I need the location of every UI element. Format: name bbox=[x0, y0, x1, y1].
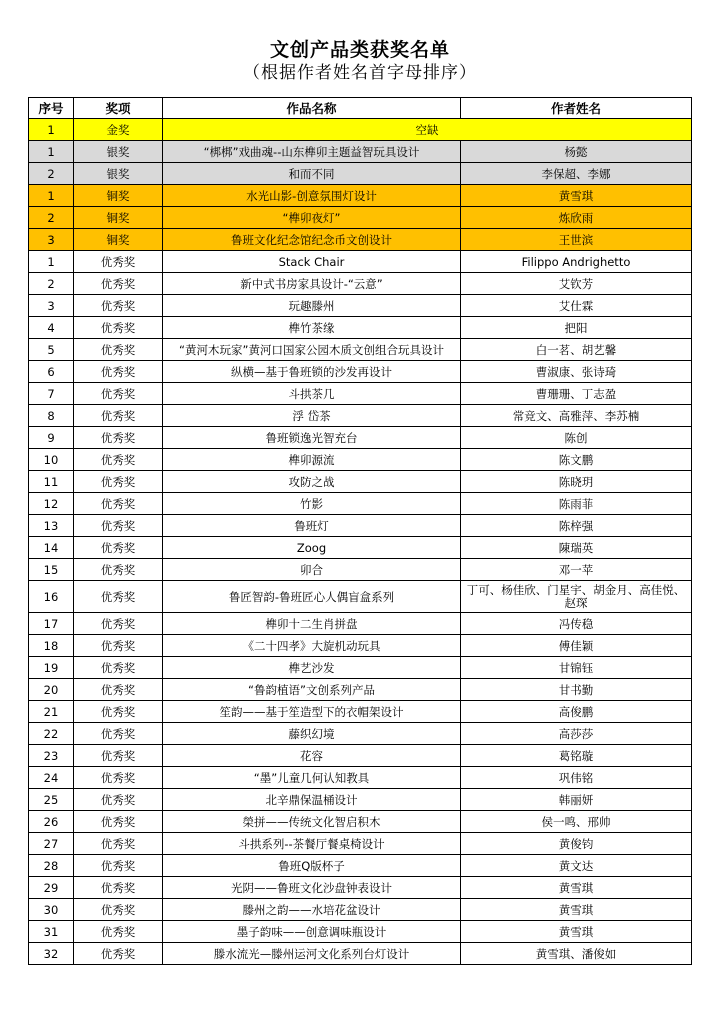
table-row bbox=[29, 339, 692, 361]
table-row bbox=[29, 449, 692, 471]
cell-author: 王世滨 bbox=[461, 229, 692, 251]
table-header-row bbox=[29, 98, 692, 119]
cell-no: 30 bbox=[29, 899, 74, 921]
cell-work: 鲁班Q版杯子 bbox=[163, 855, 461, 877]
cell-work: 卯合 bbox=[163, 559, 461, 581]
cell-no: 25 bbox=[29, 789, 74, 811]
table-row bbox=[29, 943, 692, 965]
cell-award: 优秀奖 bbox=[74, 877, 163, 899]
cell-no: 20 bbox=[29, 679, 74, 701]
cell-work: 纵横—基于鲁班锁的沙发再设计 bbox=[163, 361, 461, 383]
cell-author: 葛铭璇 bbox=[461, 745, 692, 767]
cell-award: 优秀奖 bbox=[74, 899, 163, 921]
cell-work: 光阴——鲁班文化沙盘钟表设计 bbox=[163, 877, 461, 899]
cell-author: 陈梓强 bbox=[461, 515, 692, 537]
cell-award: 优秀奖 bbox=[74, 943, 163, 965]
table-row bbox=[29, 471, 692, 493]
cell-award: 铜奖 bbox=[74, 207, 163, 229]
cell-award: 优秀奖 bbox=[74, 811, 163, 833]
table-row bbox=[29, 701, 692, 723]
table-row bbox=[29, 921, 692, 943]
cell-author: 陈晓玥 bbox=[461, 471, 692, 493]
cell-award: 优秀奖 bbox=[74, 273, 163, 295]
cell-no: 29 bbox=[29, 877, 74, 899]
cell-work: 榫卯源流 bbox=[163, 449, 461, 471]
cell-no: 1 bbox=[29, 185, 74, 207]
cell-work: 水光山影-创意氛围灯设计 bbox=[163, 185, 461, 207]
cell-no: 21 bbox=[29, 701, 74, 723]
table-row bbox=[29, 723, 692, 745]
cell-award: 优秀奖 bbox=[74, 449, 163, 471]
cell-award: 优秀奖 bbox=[74, 679, 163, 701]
cell-award: 优秀奖 bbox=[74, 559, 163, 581]
cell-work: 笙韵——基于笙造型下的衣帽架设计 bbox=[163, 701, 461, 723]
gold-award-row bbox=[29, 119, 692, 141]
cell-author: 黄文达 bbox=[461, 855, 692, 877]
cell-award: 银奖 bbox=[74, 141, 163, 163]
cell-award: 优秀奖 bbox=[74, 833, 163, 855]
cell-no: 2 bbox=[29, 207, 74, 229]
table-row bbox=[29, 427, 692, 449]
cell-no: 1 bbox=[29, 251, 74, 273]
cell-author: 曹淑康、张诗琦 bbox=[461, 361, 692, 383]
header-work: 作品名称 bbox=[163, 98, 461, 119]
cell-work: Zoog bbox=[163, 537, 461, 559]
cell-author: 杨懿 bbox=[461, 141, 692, 163]
cell-author: 黄雪琪 bbox=[461, 877, 692, 899]
cell-author: 冯传稳 bbox=[461, 613, 692, 635]
table-row bbox=[29, 613, 692, 635]
table-row bbox=[29, 141, 692, 163]
cell-work: “墨”儿童几何认知教具 bbox=[163, 767, 461, 789]
page-title: 文创产品类获奖名单 bbox=[269, 39, 450, 61]
cell-award: 优秀奖 bbox=[74, 405, 163, 427]
cell-author: 甘书勤 bbox=[461, 679, 692, 701]
cell-award: 优秀奖 bbox=[74, 383, 163, 405]
cell-author: 丁可、杨佳欣、门星宇、胡金月、高佳悦、赵琛 bbox=[461, 581, 692, 613]
cell-no: 17 bbox=[29, 613, 74, 635]
table-row bbox=[29, 581, 692, 613]
cell-author: 黄雪琪、潘俊如 bbox=[461, 943, 692, 965]
cell-no: 3 bbox=[29, 229, 74, 251]
cell-no: 24 bbox=[29, 767, 74, 789]
cell-work: 榮拼——传统文化智启积木 bbox=[163, 811, 461, 833]
cell-work: 鲁班灯 bbox=[163, 515, 461, 537]
cell-award: 优秀奖 bbox=[74, 635, 163, 657]
cell-no: 1 bbox=[29, 119, 74, 141]
table-row bbox=[29, 833, 692, 855]
cell-no: 32 bbox=[29, 943, 74, 965]
table-row bbox=[29, 273, 692, 295]
cell-award: 优秀奖 bbox=[74, 855, 163, 877]
cell-award: 优秀奖 bbox=[74, 657, 163, 679]
table-row bbox=[29, 493, 692, 515]
header-no: 序号 bbox=[29, 98, 74, 119]
cell-author: 高俊鹏 bbox=[461, 701, 692, 723]
cell-work: 滕水流光—滕州运河文化系列台灯设计 bbox=[163, 943, 461, 965]
table-row bbox=[29, 657, 692, 679]
cell-author: 常竞文、高雅萍、李苏楠 bbox=[461, 405, 692, 427]
table-row bbox=[29, 515, 692, 537]
cell-work: 斗拱茶几 bbox=[163, 383, 461, 405]
cell-work: 《二十四孝》大旋机动玩具 bbox=[163, 635, 461, 657]
cell-award: 铜奖 bbox=[74, 229, 163, 251]
cell-award: 优秀奖 bbox=[74, 723, 163, 745]
cell-award: 优秀奖 bbox=[74, 317, 163, 339]
cell-no: 5 bbox=[29, 339, 74, 361]
cell-work: 榫卯十二生肖拼盘 bbox=[163, 613, 461, 635]
cell-award: 优秀奖 bbox=[74, 537, 163, 559]
cell-work: “梆梆”戏曲魂--山东榫卯主题益智玩具设计 bbox=[163, 141, 461, 163]
cell-work: “黄河木玩家”黄河口国家公园木质文创组合玩具设计 bbox=[163, 339, 461, 361]
cell-no: 4 bbox=[29, 317, 74, 339]
cell-work: 鲁班文化纪念馆纪念币文创设计 bbox=[163, 229, 461, 251]
cell-author: 傅佳颖 bbox=[461, 635, 692, 657]
table-row bbox=[29, 405, 692, 427]
cell-author: 黄雪琪 bbox=[461, 921, 692, 943]
cell-author: Filippo Andrighetto bbox=[461, 251, 692, 273]
cell-award: 优秀奖 bbox=[74, 361, 163, 383]
cell-no: 2 bbox=[29, 273, 74, 295]
table-row bbox=[29, 635, 692, 657]
cell-no: 18 bbox=[29, 635, 74, 657]
cell-award: 优秀奖 bbox=[74, 789, 163, 811]
cell-work: 新中式书房家具设计-“云意” bbox=[163, 273, 461, 295]
cell-award: 优秀奖 bbox=[74, 921, 163, 943]
cell-no: 23 bbox=[29, 745, 74, 767]
cell-author: 甘锦钰 bbox=[461, 657, 692, 679]
cell-no: 10 bbox=[29, 449, 74, 471]
table-row bbox=[29, 383, 692, 405]
cell-work: 玩趣滕州 bbox=[163, 295, 461, 317]
cell-author: 艾仕霖 bbox=[461, 295, 692, 317]
cell-author: 陈雨菲 bbox=[461, 493, 692, 515]
table-row bbox=[29, 877, 692, 899]
cell-no: 6 bbox=[29, 361, 74, 383]
table-row bbox=[29, 185, 692, 207]
cell-no: 2 bbox=[29, 163, 74, 185]
cell-award: 优秀奖 bbox=[74, 471, 163, 493]
cell-no: 11 bbox=[29, 471, 74, 493]
cell-author: 把阳 bbox=[461, 317, 692, 339]
cell-award: 优秀奖 bbox=[74, 295, 163, 317]
table-row bbox=[29, 679, 692, 701]
table-row bbox=[29, 745, 692, 767]
header-award: 奖项 bbox=[74, 98, 163, 119]
cell-author: 黄雪琪 bbox=[461, 899, 692, 921]
cell-award: 优秀奖 bbox=[74, 613, 163, 635]
table-row bbox=[29, 361, 692, 383]
table-row bbox=[29, 317, 692, 339]
cell-author: 黄俊钧 bbox=[461, 833, 692, 855]
cell-author: 邓一苹 bbox=[461, 559, 692, 581]
cell-no: 28 bbox=[29, 855, 74, 877]
cell-work: 墨子韵味——创意调味瓶设计 bbox=[163, 921, 461, 943]
cell-award: 金奖 bbox=[74, 119, 163, 141]
cell-author: 白一茗、胡艺馨 bbox=[461, 339, 692, 361]
cell-award: 优秀奖 bbox=[74, 745, 163, 767]
cell-author: 巩伟铭 bbox=[461, 767, 692, 789]
cell-no: 31 bbox=[29, 921, 74, 943]
cell-work: 攻防之战 bbox=[163, 471, 461, 493]
cell-author: 曹珊珊、丁志盈 bbox=[461, 383, 692, 405]
cell-work: “鲁韵植语”文创系列产品 bbox=[163, 679, 461, 701]
cell-no: 7 bbox=[29, 383, 74, 405]
cell-author: 高莎莎 bbox=[461, 723, 692, 745]
cell-vacant: 空缺 bbox=[163, 119, 692, 141]
cell-award: 铜奖 bbox=[74, 185, 163, 207]
cell-author: 李保超、李娜 bbox=[461, 163, 692, 185]
cell-no: 26 bbox=[29, 811, 74, 833]
cell-no: 9 bbox=[29, 427, 74, 449]
cell-award: 优秀奖 bbox=[74, 701, 163, 723]
cell-work: 榫竹茶缘 bbox=[163, 317, 461, 339]
cell-award: 优秀奖 bbox=[74, 493, 163, 515]
cell-work: 北辛鼎保温桶设计 bbox=[163, 789, 461, 811]
cell-no: 22 bbox=[29, 723, 74, 745]
cell-no: 15 bbox=[29, 559, 74, 581]
cell-author: 陈文鹏 bbox=[461, 449, 692, 471]
cell-author: 炼欣雨 bbox=[461, 207, 692, 229]
table-row bbox=[29, 207, 692, 229]
table-row bbox=[29, 767, 692, 789]
table-row bbox=[29, 251, 692, 273]
cell-work: 斗拱系列--茶餐厅餐桌椅设计 bbox=[163, 833, 461, 855]
header-author: 作者姓名 bbox=[461, 98, 692, 119]
table-row bbox=[29, 537, 692, 559]
table-row bbox=[29, 899, 692, 921]
cell-no: 12 bbox=[29, 493, 74, 515]
cell-no: 27 bbox=[29, 833, 74, 855]
cell-award: 银奖 bbox=[74, 163, 163, 185]
cell-no: 8 bbox=[29, 405, 74, 427]
cell-author: 陈创 bbox=[461, 427, 692, 449]
cell-no: 13 bbox=[29, 515, 74, 537]
cell-award: 优秀奖 bbox=[74, 339, 163, 361]
table-row bbox=[29, 559, 692, 581]
cell-award: 优秀奖 bbox=[74, 767, 163, 789]
cell-author: 陳瑞英 bbox=[461, 537, 692, 559]
cell-award: 优秀奖 bbox=[74, 581, 163, 613]
cell-author: 黄雪琪 bbox=[461, 185, 692, 207]
table-row bbox=[29, 295, 692, 317]
cell-no: 14 bbox=[29, 537, 74, 559]
cell-work: 鲁班锁逸光智充台 bbox=[163, 427, 461, 449]
cell-author: 侯一鸣、邢帅 bbox=[461, 811, 692, 833]
cell-award: 优秀奖 bbox=[74, 251, 163, 273]
cell-no: 19 bbox=[29, 657, 74, 679]
cell-work: 榫艺沙发 bbox=[163, 657, 461, 679]
cell-no: 1 bbox=[29, 141, 74, 163]
cell-author: 韩丽妍 bbox=[461, 789, 692, 811]
cell-work: 浮 岱茶 bbox=[163, 405, 461, 427]
cell-award: 优秀奖 bbox=[74, 427, 163, 449]
awards-table bbox=[28, 97, 692, 965]
table-row bbox=[29, 789, 692, 811]
table-row bbox=[29, 855, 692, 877]
cell-work: 竹影 bbox=[163, 493, 461, 515]
cell-work: Stack Chair bbox=[163, 251, 461, 273]
cell-work: 鲁匠智韵-鲁班匠心人偶盲盒系列 bbox=[163, 581, 461, 613]
cell-work: 和而不同 bbox=[163, 163, 461, 185]
table-row bbox=[29, 229, 692, 251]
table-row bbox=[29, 811, 692, 833]
cell-no: 3 bbox=[29, 295, 74, 317]
cell-work: 滕州之韵——水培花盆设计 bbox=[163, 899, 461, 921]
cell-work: 藤织幻境 bbox=[163, 723, 461, 745]
cell-no: 16 bbox=[29, 581, 74, 613]
table-row bbox=[29, 163, 692, 185]
page-subtitle: （根据作者姓名首字母排序） bbox=[243, 63, 477, 83]
cell-author: 艾钦芳 bbox=[461, 273, 692, 295]
cell-work: “榫卯夜灯” bbox=[163, 207, 461, 229]
cell-work: 花容 bbox=[163, 745, 461, 767]
cell-award: 优秀奖 bbox=[74, 515, 163, 537]
